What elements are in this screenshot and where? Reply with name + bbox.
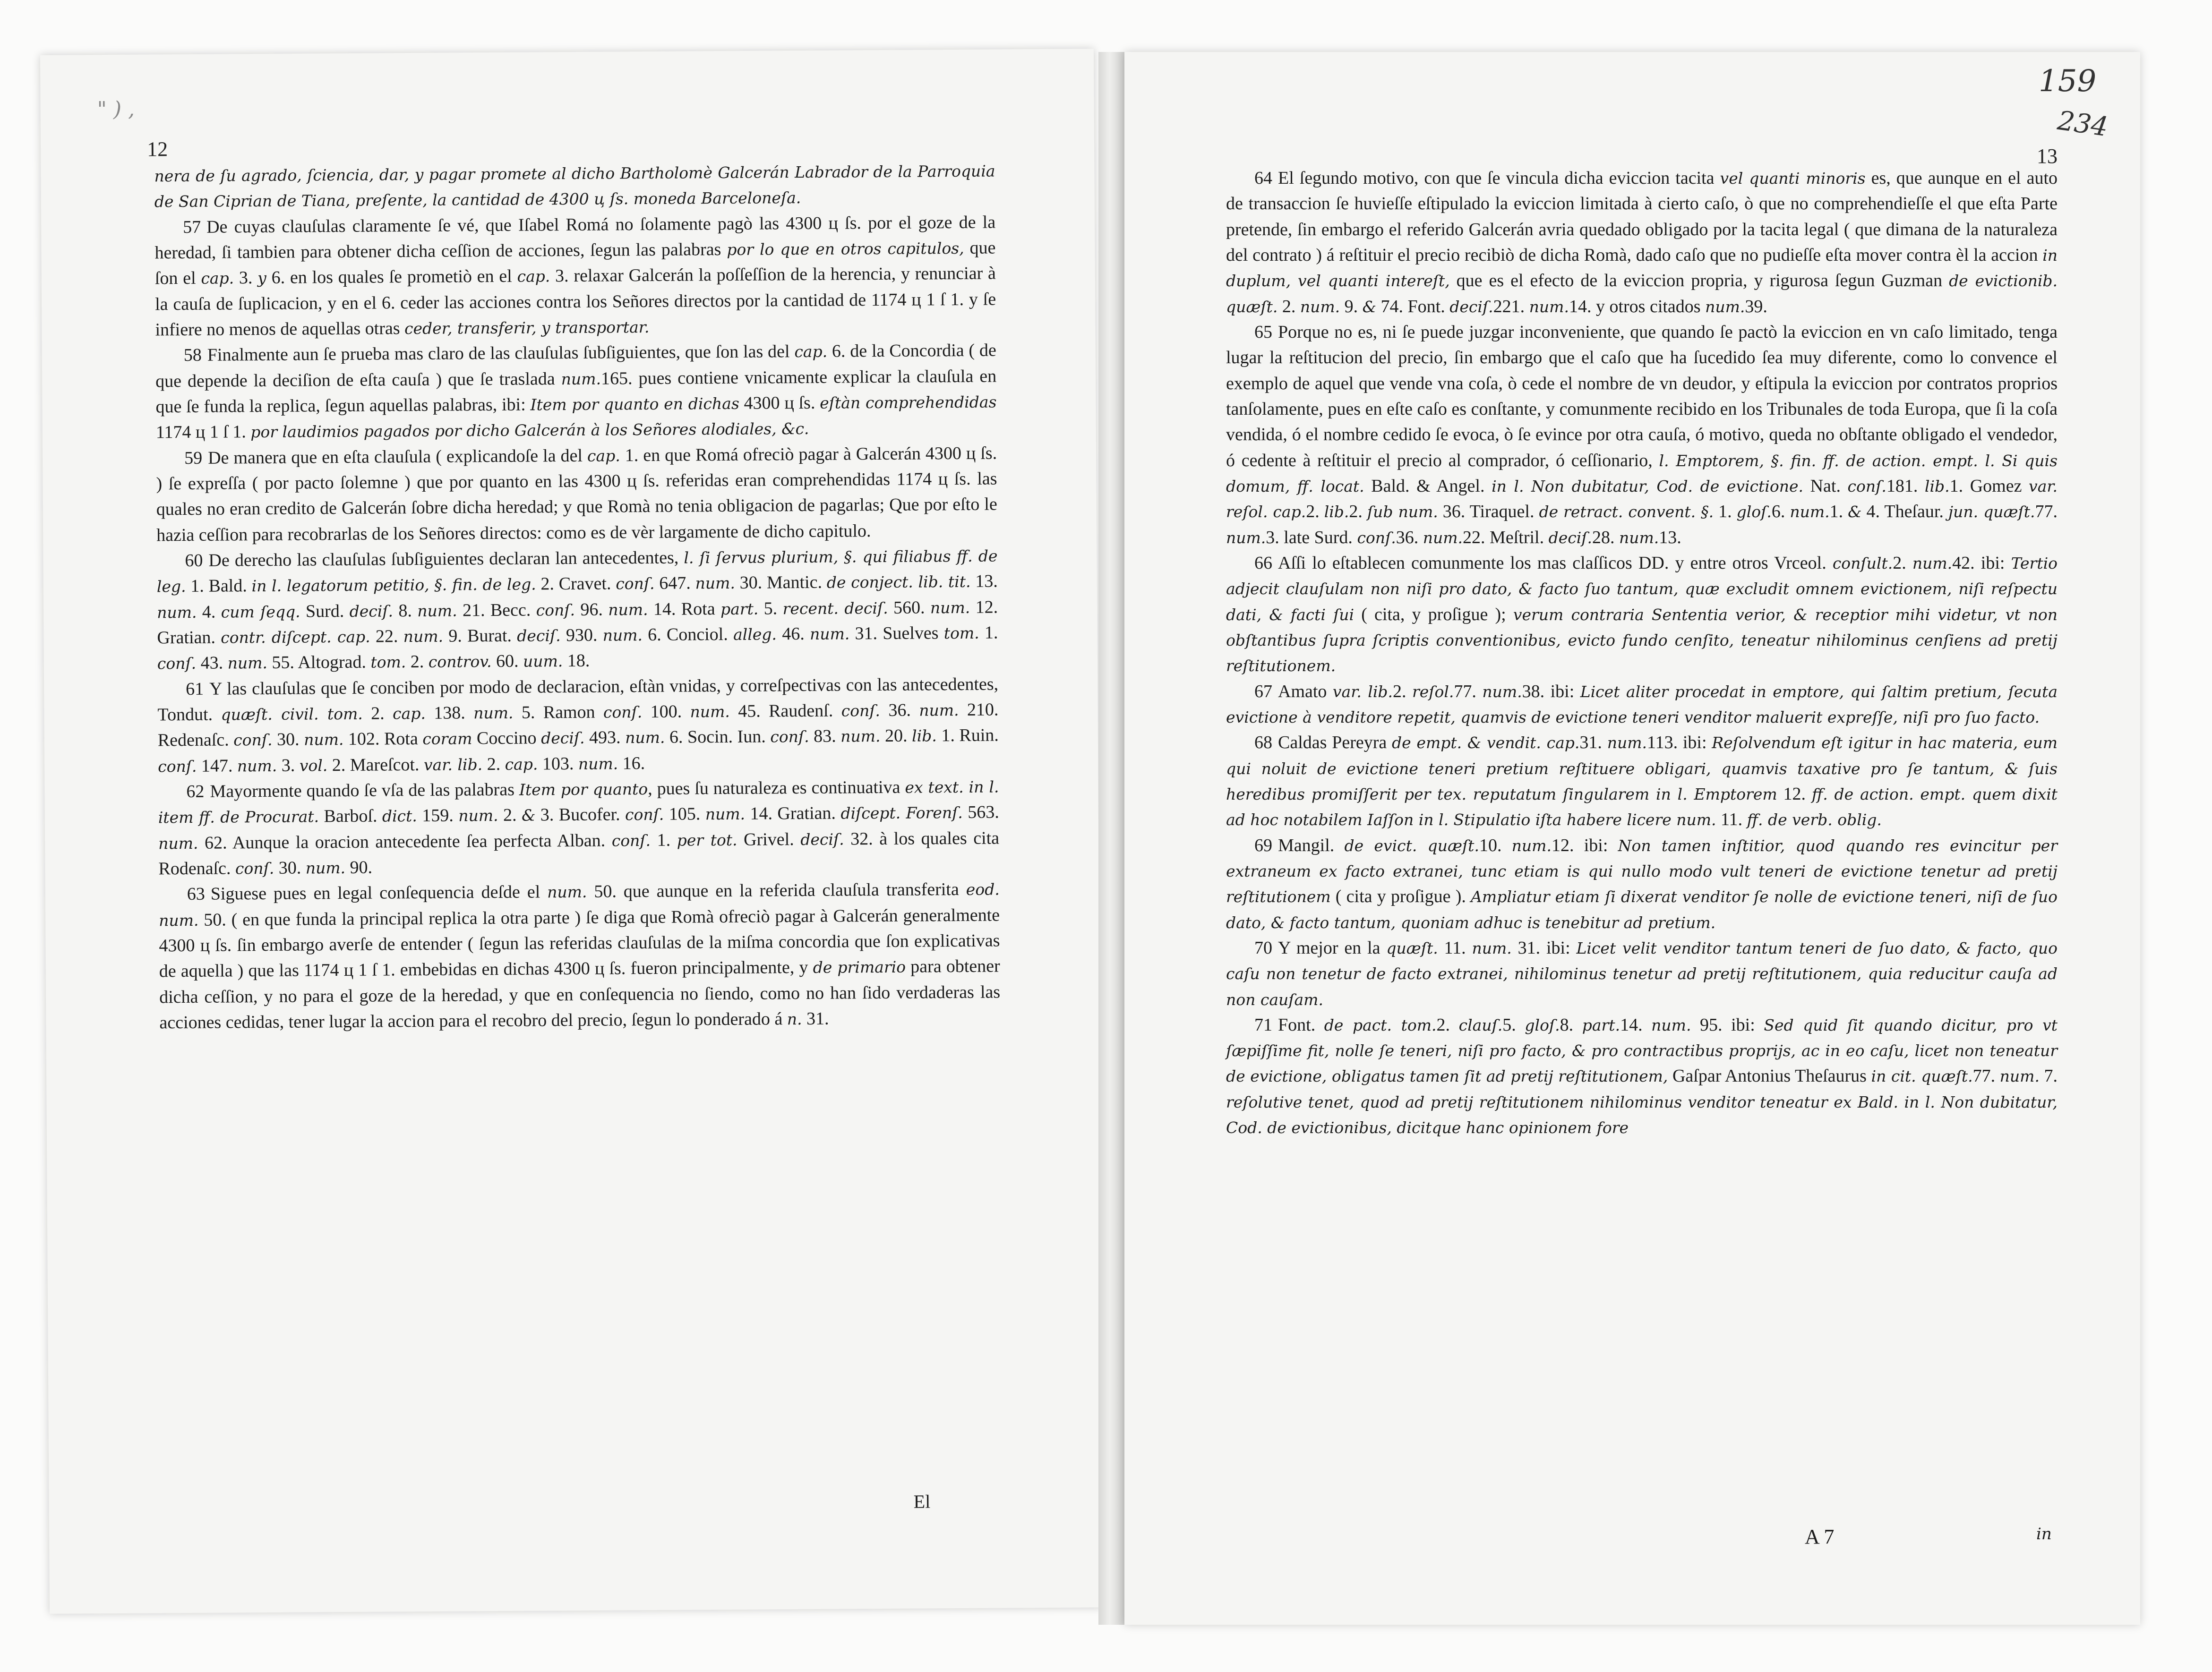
right_page-paragraph: 70 Y mejor en la quæſt. 11. num. 31. ibi: Licet velit venditor tantum teneri de ſuo dato, & facto, quo caſu non tenetur de facto extranei, nihilominus tenetur ad pretij reſtitutionem, quia reducitur cauſa ad non cauſam. [1226,938,2058,1009]
page-number-left: 12 [147,137,168,161]
right-page-body [1226,165,2058,1140]
page-number-right: 13 [2037,145,2058,168]
right_page-paragraph: 68 Caldas Pereyra de empt. & vendit. cap.31. num.113. ibi: Reſolvendum eſt igitur in hac materia, eum qui noluit de evictione teneri pretium reſtituere obligari, quamvis taxative pro ſe tantum, & ſuis heredibus promiſſerit per tex. reputatum ſingularem in l. Emptorem 12. ff. de action. empt. quem dixit ad hoc notabilem Iaſſon in l. Stipulatio iſta habere licere num. 11. ff. de verb. oblig. [1226,733,2058,830]
left_page-paragraph: 60 De derecho las clauſulas ſubſiguientes declaran lan antecedentes, l. ſi ſervus plurium, §. qui filiabus ff. de leg. 1. Bald. in l. legatorum petitio, §. fin. de leg. 2. Cravet. conſ. 647. num. 30. Mantic. de conject. lib. tit. 13. num. 4. cum ſeqq. Surd. deciſ. 8. num. 21. Becc. conſ. 96. num. 14. Rota part. 5. recent. deciſ. 560. num. 12. Gratian. contr. diſcept. cap. 22. num. 9. Burat. deciſ. 930. num. 6. Conciol. alleg. 46. num. 31. Suelves tom. 1. conſ. 43. num. 55. Altograd. tom. 2. controv. 60. uum. 18. [156,546,998,674]
left_page-paragraph: 57 De cuyas clauſulas claramente ſe vé, que Iſabel Romá no ſolamente pagò las 4300 ц ſs. por el goze de la heredad, ſi tambien para obtener dicha ceſſion de acciones, ſegun las palabras por lo que en otros capitulos, que ſon el cap. 3. y 6. en los quales ſe prometiò en el cap. 3. relaxar Galcerán la poſſeſſion de la herencia, y renunciar à la cauſa de ſuplicacion, y en el 6. ceder las acciones contra los Señores directos por la cantidad de 1174 ц 1 ſ 1. y ſe infiere no menos de aquellas otras ceder, transferir, y transportar. [154,212,996,340]
left-page-body [154,158,1000,1035]
right_page-paragraph: 65 Porque no es, ni ſe puede juzgar inconveniente, que quando ſe pactò la eviccion en vn caſo limitado, tenga lugar la reſtitucion del precio, ſin embargo que el caſo que ha ſucedido ſea muy diferente, como lo convence el exemplo de aquel que vende vna coſa, ò cede el nombre de vn deudor, y eſtipula la eviccion por contratos proprios tanſolamente, pues en eſte caſo es conſtante, y comunmente recibido en los Tribunales de toda Europa, que ſi la coſa vendida, ó el nombre cedido ſe evoca, ò ſe evince por otra cauſa, ó motivo, queda no obſtante obligado el vendedor, ó cedente à reſtituir el precio al comprador, ó ceſſionario, l. Emptorem, §. fin. ff. de action. empt. l. Si quis domum, ff. locat. Bald. & Angel. in l. Non dubitatur, Cod. de evictione. Nat. conſ.181. lib.1. Gomez var. reſol. cap.2. lib.2. ſub num. 36. Tiraquel. de retract. convent. §. 1. gloſ.6. num.1. & 4. Theſaur. jun. quæſt.77. num.3. late Surd. conſ.36. num.22. Meſtril. deciſ.28. num.13. [1226,322,2058,547]
left_page-paragraph: 62 Mayormente quando ſe vſa de las palabras Item por quanto, pues ſu naturaleza es continuativa ex text. in l. item ff. de Procurat. Barboſ. dict. 159. num. 2. & 3. Bucofer. conſ. 105. num. 14. Gratian. diſcept. Forenſ. 563. num. 62. Aunque la oracion antecedente ſea perfecta Alban. conſ. 1. per tot. Grivel. deciſ. 32. à los quales cita Rodenaſc. conſ. 30. num. 90. [158,777,1000,879]
right_page-paragraph: 71 Font. de pact. tom.2. clauſ.5. gloſ.8. part.14. num. 95. ibi: Sed quid ſit quando dicitur, pro vt ſæpiſſime fit, nolle ſe teneri, niſi pro facto, & pro contractibus proprijs, ac in eo caſu, licet non teneatur de evictione, obligatus tamen ſit ad pretij reſtitutionem, Gaſpar Antonius Theſaurus in cit. quæſt.77. num. 7. reſolutive tenet, quod ad pretij reſtitutionem nihilominus venditor teneatur ex Bald. in l. Non dubitatur, Cod. de evictionibus, dicitque hanc opinionem fore [1226,1015,2058,1137]
left_page-paragraph: nera de ſu agrado, ſciencia, dar, y pagar promete al dicho Bartholomè Galcerán Labrador de la Parroquia de San Ciprian de Tiana, preſente, la cantidad de 4300 ц ſs. moneda Barceloneſa. [154,162,995,211]
catchword-right: in [2036,1525,2052,1544]
right_page-paragraph: 64 El ſegundo motivo, con que ſe vincula dicha eviccion tacita vel quanti minoris es, que aunque en el auto de transaccion ſe huvieſſe eſtipulado la eviccion limitada à cierto caſo, ò que no comprehendieſſe el que eſta Parte pretende, ſin embargo el referido Galcerán avria quedado obligado por la tacita legal ( que dimana de la naturaleza del contrato ) á reſtituir el precio recibiò de dicha Romà, dado caſo que no pudieſſe eſta mover contra èl la accion in duplum, vel quanti intereſt, que es el efecto de la eviccion propria, y rigurosa ſegun Guzman de evictionib. quæſt. 2. num. 9. & 74. Font. deciſ.221. num.14. y otros citados num.39. [1226,168,2058,316]
left_page-paragraph: 61 Y las clauſulas que ſe conciben por modo de declaracion, eſtàn vnidas, y correſpectivas con las antecedentes, Tondut. quæſt. civil. tom. 2. cap. 138. num. 5. Ramon conſ. 100. num. 45. Raudenſ. conſ. 36. num. 210. Redenaſc. conſ. 30. num. 102. Rota coram Coccino deciſ. 493. num. 6. Socin. Iun. conſ. 83. num. 20. lib. 1. Ruin. conſ. 147. num. 3. vol. 2. Mareſcot. var. lib. 2. cap. 103. num. 16. [157,674,999,776]
manuscript-folio-note: 159 [2039,64,2097,99]
margin-smudge: " ) , [97,97,135,122]
right_page-paragraph: 69 Mangil. de evict. quæſt.10. num.12. ibi: Non tamen inſtitior, quod quando res evincitur per extraneum ex facto extranei, tunc etiam is qui nullo modo vult teneri de evictione tenetur ad pretij reſtitutionem ( cita y proſigue ). Ampliatur etiam ſi dixerat venditor ſe nolle de evictione teneri, niſi de ſuo dato, & facto tantum, quoniam adhuc is tenebitur ad pretium. [1226,835,2058,932]
right_page-paragraph: 67 Amato var. lib.2. reſol.77. num.38. ibi: Licet aliter procedat in emptore, qui ſaltim pretium, ſecuta evictione à venditore repetit, quamvis de evictione teneri venditor maluerit expreſſe, niſi pro ſuo facto. [1226,681,2058,726]
left-page [40,49,1103,1614]
right-page [1124,52,2140,1625]
left_page-paragraph: 58 Finalmente aun ſe prueba mas claro de las clauſulas ſubſiguientes, que ſon las del cap. 6. de la Concordia ( de que depende la deciſion de eſta cauſa ) que ſe traslada num.165. pues contiene vnicamente explicar la clauſula en que ſe funda la replica, ſegun aquellas palabras, ibi: Item por quanto en dichas 4300 ц ſs. eſtàn comprehendidas 1174 ц 1 ſ 1. por laudimios pagados por dicho Galcerán à los Señores alodiales, &c. [155,340,997,443]
book-gutter [1098,52,1127,1625]
manuscript-number-note: 234 [2055,105,2110,143]
left_page-paragraph: 63 Siguese pues en legal conſequencia deſde el num. 50. que aunque en la referida clauſula transferita eod. num. 50. ( en que funda la principal replica la otra parte ) ſe diga que Romà ofreciò pagar à Galcerán generalmente 4300 ц ſs. ſin embargo averſe de entender ( ſegun las referidas clauſulas de la miſma concordia que ſon explicativas de aquella ) que las 1174 ц 1 ſ 1. embebidas en dichas 4300 ц ſs. fueron principalmente, y de primario para obtener dicha ceſſion, y no para el goze de la heredad, y que en conſequencia no ſiendo, como no han ſido verdaderas las acciones cedidas, tener lugar la accion para el recobro del precio, ſegun lo ponderado á n. 31. [159,879,1001,1033]
left_page-paragraph: 59 De manera que en eſta clauſula ( explicandoſe la del cap. 1. en que Romá ofreciò pagar à Galcerán 4300 ц ſs. ) ſe expreſſa ( por pacto ſolemne ) que por quanto en las 4300 ц ſs. referidas eran comprehendidas 1174 ц ſs. las quales no eran credito de Galcerán ſobre dicha heredad; y que Romà no tenia obligacion de pagarlas; Que por eſto le hazia ceſſion para recobrarlas de los Señores directos: como es de vèr largamente de dicho capitulo. [156,443,997,545]
catchword-left: El [913,1491,931,1512]
right_page-paragraph: 66 Aſſi lo eſtablecen comunmente los mas claſſicos DD. y entre otros Vrceol. conſult.2. num.42. ibi: Tertio adjecit clauſulam non niſi pro dato, & facto ſuo tantum, quæ excludit omnem evictionem, niſi reſpectu dati, & facti ſui ( cita, y proſigue ); verum contraria Sententia verior, & receptior mihi videtur, vt non obſtantibus ſupra ſcriptis conventionibus, evicto fundo cenſito, teneatur nihilominus cenſiens ad pretij reſtitutionem. [1226,553,2058,675]
signature-mark: A 7 [1805,1525,1835,1548]
